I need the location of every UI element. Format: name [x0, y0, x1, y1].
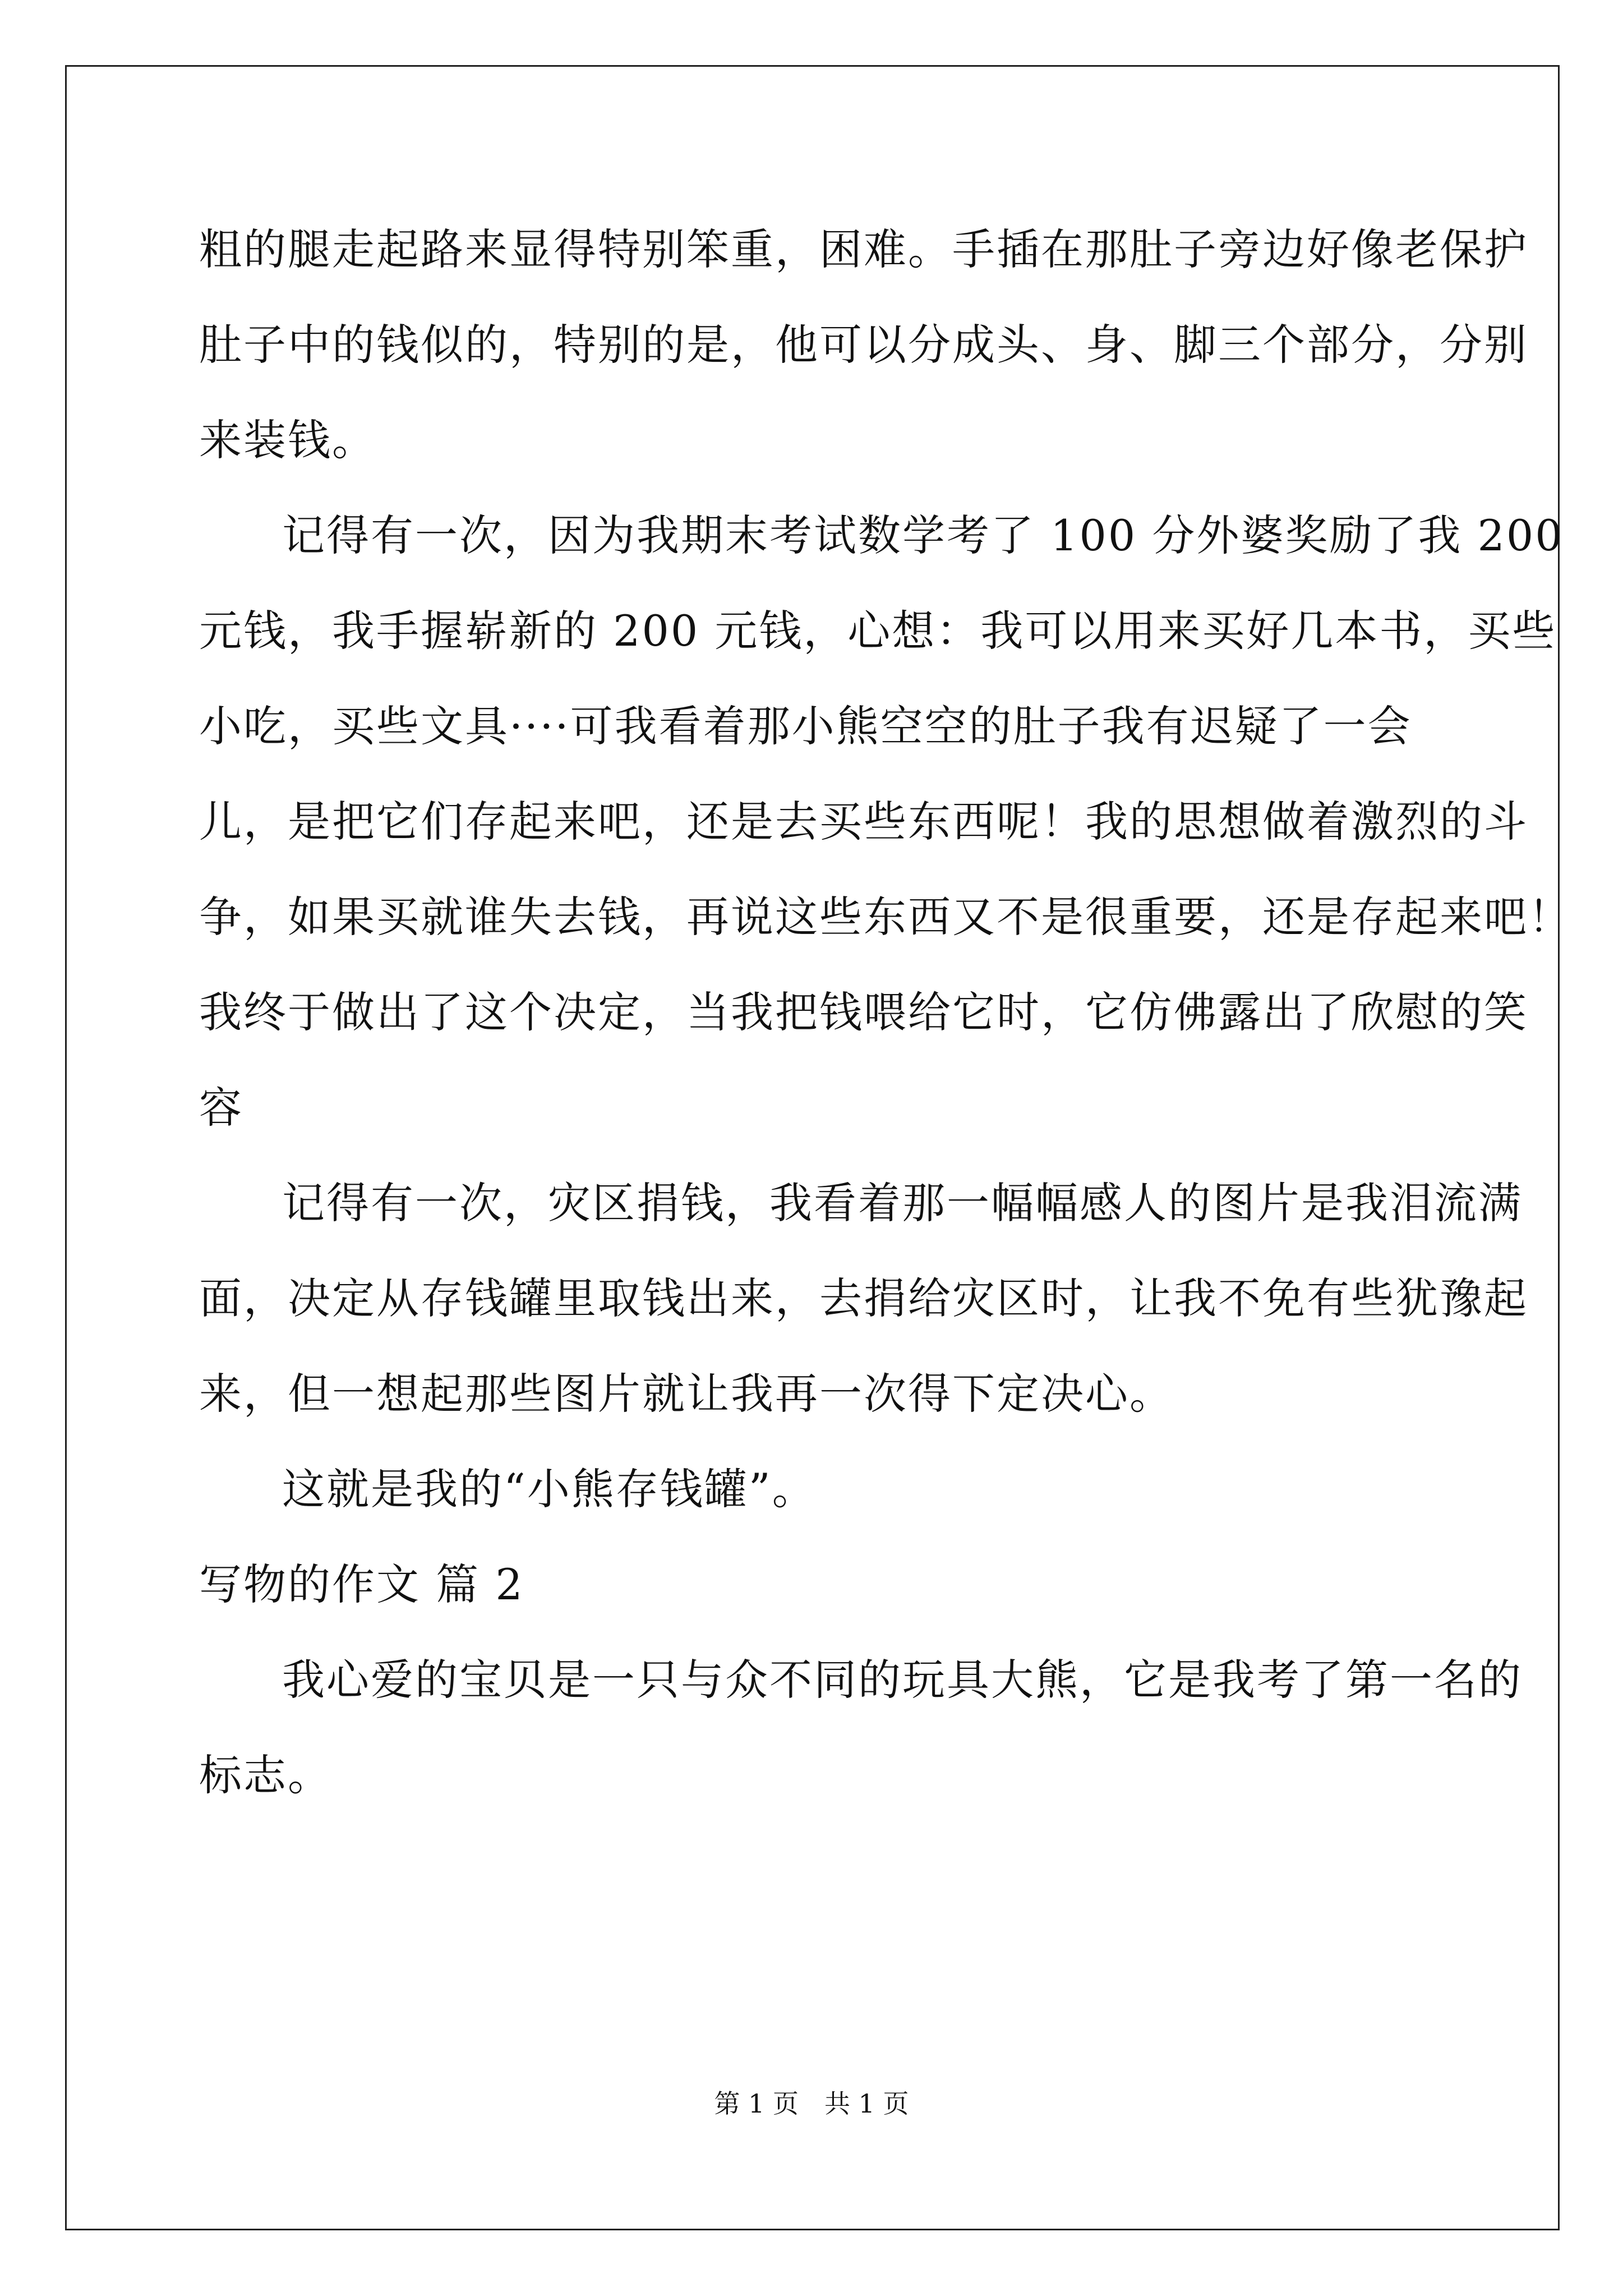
paragraph-line: 记得有一次，因为我期末考试数学考了 100 分外婆奖励了我 200 — [282, 510, 1564, 560]
paragraph-line: 争，如果买就谁失去钱，再说这些东西又不是很重要，还是存起来吧！ — [199, 892, 1573, 942]
paragraph-line: 元钱，我手握崭新的 200 元钱，心想：我可以用来买好几本书，买些 — [199, 606, 1557, 656]
paragraph-line: 我心爱的宝贝是一只与众不同的玩具大熊，它是我考了第一名的 — [282, 1655, 1523, 1705]
paragraph-line: 我终于做出了这个决定，当我把钱喂给它时，它仿佛露出了欣慰的笑 — [199, 987, 1528, 1037]
paragraph-line: 容 — [199, 1083, 243, 1133]
paragraph-line: 粗的腿走起路来显得特别笨重，困难。手插在那肚子旁边好像老保护 — [199, 224, 1528, 274]
paragraph-line: 儿，是把它们存起来吧，还是去买些东西呢！我的思想做着激烈的斗 — [199, 797, 1528, 846]
paragraph-line: 小吃，买些文具····可我看着那小熊空空的肚子我有迟疑了一会 — [199, 701, 1412, 751]
paragraph-line: 来装钱。 — [199, 415, 376, 465]
paragraph-line: 面，决定从存钱罐里取钱出来，去捐给灾区时，让我不免有些犹豫起 — [199, 1273, 1528, 1323]
paragraph-line: 肚子中的钱似的，特别的是，他可以分成头、身、脚三个部分，分别 — [199, 320, 1528, 370]
paragraph-line: 这就是我的“小熊存钱罐”。 — [282, 1464, 817, 1514]
section-heading: 写物的作文 篇 2 — [199, 1559, 524, 1609]
paragraph-line: 记得有一次，灾区捐钱，我看着那一幅幅感人的图片是我泪流满 — [282, 1178, 1523, 1228]
document-body — [199, 202, 1573, 1823]
paragraph-line: 来，但一想起那些图片就让我再一次得下定决心。 — [199, 1369, 1174, 1419]
paragraph-line: 标志。 — [199, 1750, 332, 1800]
page-footer: 第 1 页 共 1 页 — [714, 2088, 909, 2119]
